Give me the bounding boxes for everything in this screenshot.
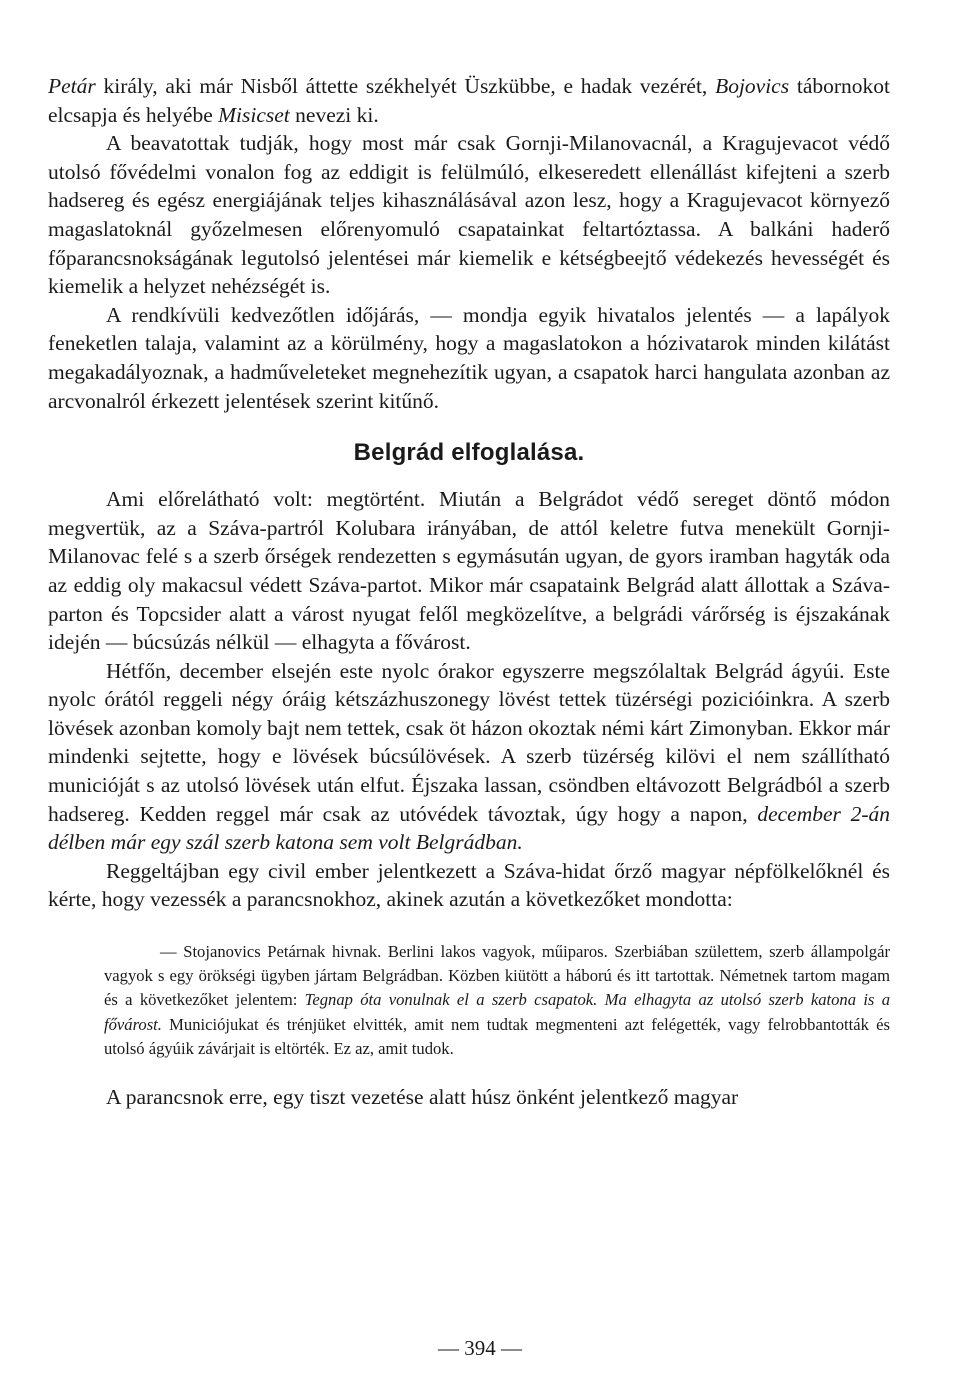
paragraph bbox=[48, 485, 890, 657]
paragraph bbox=[48, 301, 890, 415]
italic-text: december 2-án délben már egy szál szerb katona sem volt Belgrádban. bbox=[48, 801, 890, 855]
text-run: A beavatottak tudják, hogy most már csak Gornji-Milanovacnál, a Kragujevacot védő utolsó fővédelmi vonalon fog az eddigit is felülmúló, elkeseredett ellenállást kifejteni a szerb hadsereg és egész energiájának teljes kihasználásával azon lesz, hogy a Kragujevacot környező magaslatoknál győzelmesen előrenyomuló csapatainkat feltartóztassa. A balkáni haderő főparancsnokságának legutolsó jelentései már kiemelik e kétségbeejtő védekezés hevességét és kiemelik a helyzet nehézségét is. bbox=[48, 131, 890, 299]
text-run: király, aki már Nisből áttette székhelyét Üszkübbe, e hadak vezérét, bbox=[95, 74, 716, 98]
text-run: Municiójukat és trénjüket elvitték, amit nem tudtak megmenteni azt felégették, vagy felrobbantották és utolsó ágyúik závárjait is eltörték. Ez az, amit tudok. bbox=[104, 1014, 890, 1058]
page-number: — 394 — bbox=[438, 1336, 522, 1360]
quoted-statement bbox=[104, 940, 890, 1061]
italic-text: Misicset bbox=[218, 102, 290, 127]
page-body bbox=[48, 72, 890, 1112]
italic-text: Tegnap óta vonulnak el a szerb csapatok. Ma elhagyta az utolsó szerb katona is a fővárost. bbox=[104, 990, 891, 1034]
text-run: Hétfőn, december elsején este nyolc órakor egyszerre megszólaltak Belgrád ágyúi. Este nyolc órától reggeli négy óráig kétszázhuszonegy lövést tettek tüzérségi pozicióinkra. A szerb lövések azonban komoly bajt nem tettek, csak öt házon okoztak némi kárt Zimonyban. Ekkor már mindenki sejtette, hogy e lövések búcsúlövések. A szerb tüzérség kilövi el nem szállítható municióját s az utolsó lövések után elfut. Éjszaka lassan, csöndben eltávozott Belgrádból a szerb hadsereg. Kedden reggel már csak az utóvédek távoztak, úgy hogy a napon, bbox=[48, 658, 890, 826]
last-paragraph: A parancsnok erre, egy tiszt vezetése alatt húsz önként jelentkező magyar bbox=[106, 1085, 739, 1110]
section-heading: Belgrád elfoglalása. bbox=[353, 439, 585, 467]
paragraph bbox=[48, 857, 890, 914]
text-block-top bbox=[48, 72, 890, 415]
text-block-bottom bbox=[48, 485, 890, 914]
paragraph bbox=[48, 129, 890, 301]
italic-text: Bojovics bbox=[715, 74, 790, 98]
text-run: tábornokot elcsapja és helyébe bbox=[48, 74, 891, 127]
text-run: Ami előrelátható volt: megtörtént. Miután a Belgrádot védő sereget döntő módon megvertük, az a Száva-partról Kolubara irányában, de attól keletre futva menekült Gornji-Milanovac felé s a szerb őrségek rendezetten s egymásután ugyan, de gyors iramban hagyták oda az eddig oly makacsul védett Száva-partot. Mikor már csapataink Belgrád alatt állottak a Száva-parton és Topcsider alatt a várost nyugat felől megközelítve, a belgrádi várőrség is éjszakának idején — búcsúzás nélkül — elhagyta a fővárost. bbox=[48, 487, 890, 655]
text-run: A rendkívüli kedvezőtlen időjárás, — mondja egyik hivatalos jelentés — a lapályok feneketlen talaja, valamint az a körülmény, hogy a magaslatokon a hózivatarok minden kilátást megakadályoznak, a hadműveleteket megnehezítik ugyan, a csapatok harci hangulata azonban az arcvonalról érkezett jelentések szerint kitűnő. bbox=[48, 302, 890, 413]
text-run: Reggeltájban egy civil ember jelentkezett a Száva-hidat őrző magyar népfölkelőknél és kérte, hogy vezessék a parancsnokhoz, akinek azután a következőket mondotta: bbox=[48, 858, 890, 912]
paragraph bbox=[48, 72, 890, 129]
text-run: — Stojanovics Petárnak hivnak. Berlini lakos vagyok, műiparos. Szerbiában születtem, szerb állampolgár vagyok s egy örökségi ügyben jártam Belgrádban. Közben kiütött a háború és itt tartottak. Németnek tartom magam és a következőket jelentem: bbox=[104, 942, 890, 1010]
text-run: nevezi ki. bbox=[289, 102, 379, 127]
paragraph bbox=[48, 657, 890, 857]
italic-text: Petár bbox=[48, 74, 96, 98]
